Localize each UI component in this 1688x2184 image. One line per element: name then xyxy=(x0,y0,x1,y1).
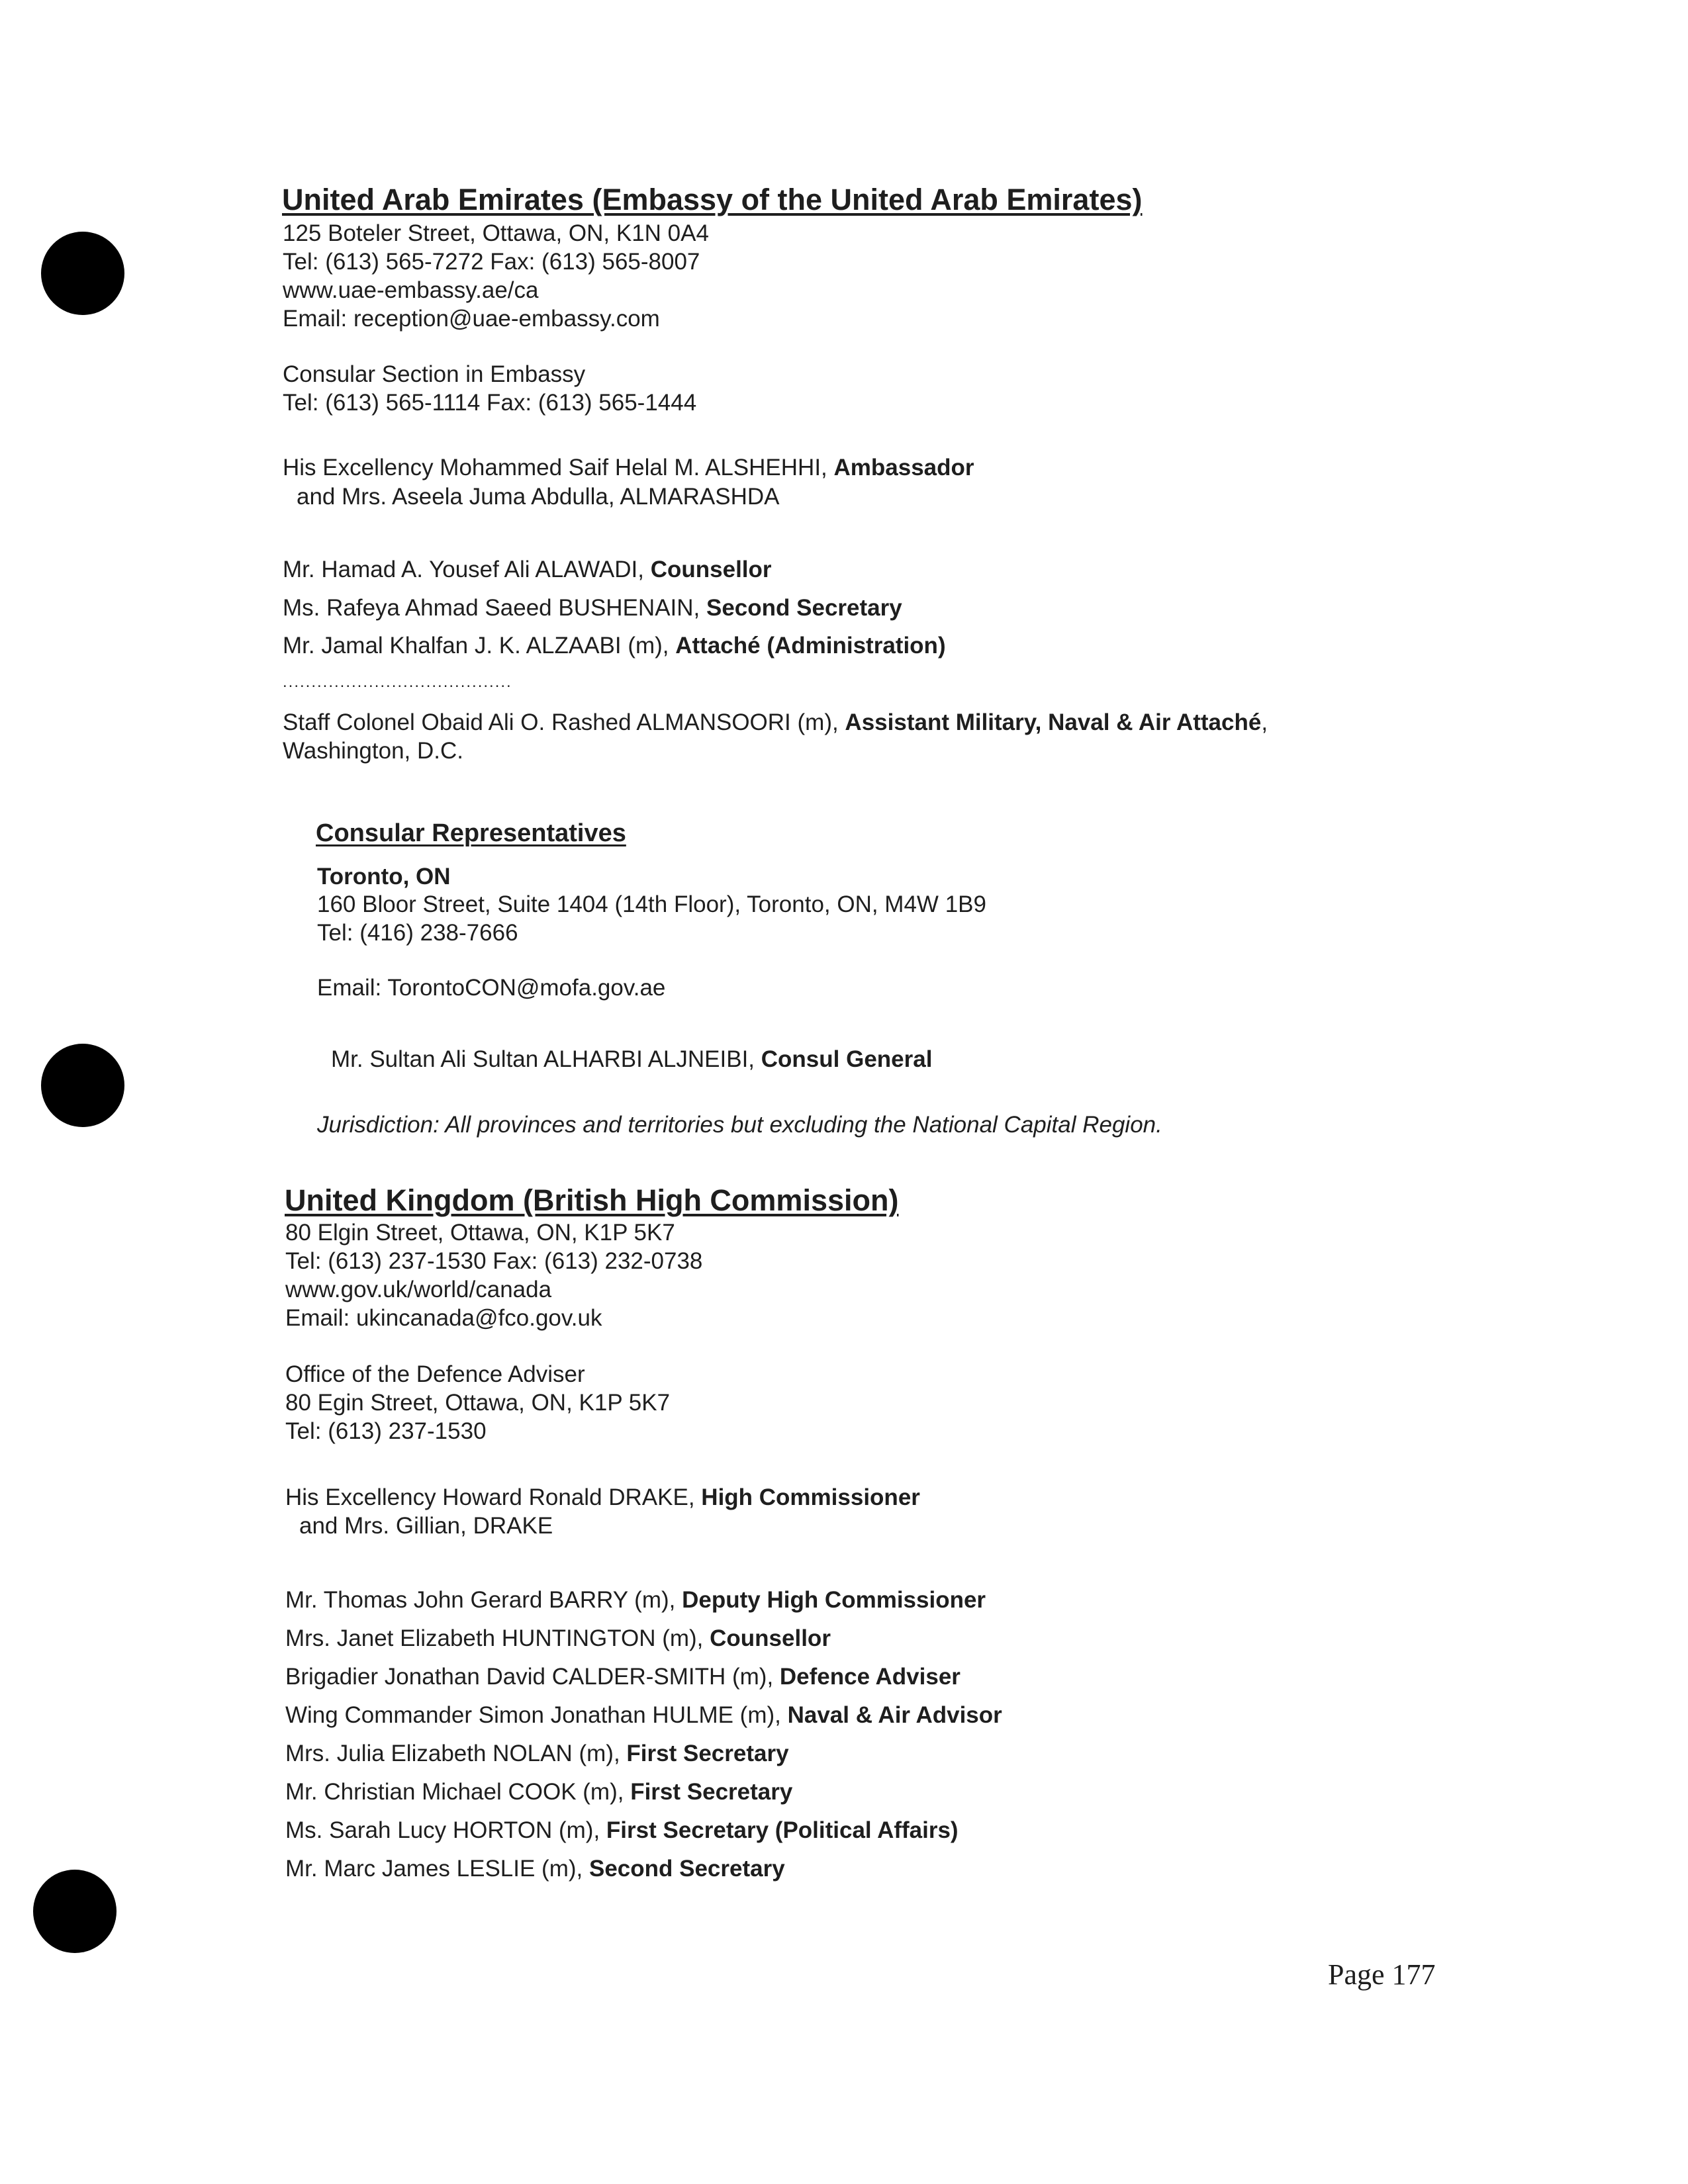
uae-staff-title: Attaché (Administration) xyxy=(675,633,946,659)
uae-heading: United Arab Emirates (Embassy of the United Arab Emirates) xyxy=(282,183,1143,216)
uae-tel: Tel: (613) 565-7272 Fax: (613) 565-8007 xyxy=(283,249,700,275)
consul-title: Consul General xyxy=(761,1046,933,1072)
uae-ambassador xyxy=(283,454,974,482)
uk-defence-address: 80 Egin Street, Ottawa, ON, K1P 5K7 xyxy=(285,1390,671,1416)
uk-staff-title: First Secretary xyxy=(630,1779,793,1805)
uae-staff-row xyxy=(283,632,946,660)
uk-defence-tel: Tel: (613) 237-1530 xyxy=(285,1418,487,1444)
uae-website: www.uae-embassy.ae/ca xyxy=(283,277,539,303)
uk-staff-name: Ms. Sarah Lucy HORTON (m), xyxy=(285,1817,606,1843)
punch-hole-bottom xyxy=(33,1870,117,1953)
uk-staff-row xyxy=(285,1702,1002,1729)
uk-staff-title: Defence Adviser xyxy=(779,1664,961,1690)
consular-email: Email: TorontoCON@mofa.gov.ae xyxy=(317,975,666,1001)
uae-military-title: Assistant Military, Naval & Air Attaché xyxy=(845,709,1262,735)
jurisdiction-note: Jurisdiction: All provinces and territories but excluding the National Capital Region. xyxy=(317,1112,1162,1138)
uk-staff-title: Second Secretary xyxy=(588,1856,785,1882)
uk-high-commissioner xyxy=(285,1484,920,1512)
uk-staff-row xyxy=(285,1778,792,1806)
uk-staff-name: Brigadier Jonathan David CALDER-SMITH (m), xyxy=(285,1664,780,1690)
uk-staff-title: Counsellor xyxy=(710,1625,831,1651)
uae-staff-name: Ms. Rafeya Ahmad Saeed BUSHENAIN, xyxy=(283,595,706,621)
uk-staff-name: Wing Commander Simon Jonathan HULME (m), xyxy=(285,1702,788,1728)
uk-spouse: and Mrs. Gillian, DRAKE xyxy=(299,1513,553,1539)
uk-website: www.gov.uk/world/canada xyxy=(285,1277,552,1302)
uk-hc-name: His Excellency Howard Ronald DRAKE, xyxy=(285,1484,702,1510)
uk-staff-name: Mr. Marc James LESLIE (m), xyxy=(285,1856,589,1882)
uae-staff-title: Second Secretary xyxy=(706,595,902,621)
uk-staff-row xyxy=(285,1740,789,1768)
uae-spouse: and Mrs. Aseela Juma Abdulla, ALMARASHDA xyxy=(297,484,780,510)
uk-staff-row xyxy=(285,1817,959,1844)
uae-military-suffix: , xyxy=(1261,709,1268,735)
uae-military-attache xyxy=(283,709,1268,737)
uae-military-name: Staff Colonel Obaid Ali O. Rashed ALMANSOORI (m), xyxy=(283,709,845,735)
uk-staff-row xyxy=(285,1586,986,1614)
consular-address: 160 Bloor Street, Suite 1404 (14th Floor), Toronto, ON, M4W 1B9 xyxy=(317,891,986,917)
uk-staff-title: First Secretary xyxy=(626,1741,789,1766)
consul-general xyxy=(331,1046,932,1073)
uae-ambassador-title: Ambassador xyxy=(833,455,974,480)
uae-staff-name: Mr. Jamal Khalfan J. K. ALZAABI (m), xyxy=(283,633,676,659)
uk-address: 80 Elgin Street, Ottawa, ON, K1P 5K7 xyxy=(285,1220,675,1246)
uk-email: Email: ukincanada@fco.gov.uk xyxy=(285,1305,602,1331)
uk-heading: United Kingdom (British High Commission) xyxy=(285,1183,899,1217)
uae-address: 125 Boteler Street, Ottawa, ON, K1N 0A4 xyxy=(283,220,709,246)
uae-consular-tel: Tel: (613) 565-1114 Fax: (613) 565-1444 xyxy=(283,390,697,416)
consular-reps-heading: Consular Representatives xyxy=(316,819,626,847)
uae-military-city: Washington, D.C. xyxy=(283,738,463,764)
consular-tel: Tel: (416) 238-7666 xyxy=(317,920,518,946)
punch-hole-top xyxy=(41,232,124,315)
uae-staff-title: Counsellor xyxy=(650,557,772,582)
consul-name: Mr. Sultan Ali Sultan ALHARBI ALJNEIBI, xyxy=(331,1046,761,1072)
consular-city: Toronto, ON xyxy=(317,864,451,889)
uk-staff-name: Mrs. Julia Elizabeth NOLAN (m), xyxy=(285,1741,627,1766)
uk-staff-row xyxy=(285,1663,961,1691)
page-number: Page 177 xyxy=(1328,1958,1436,1991)
uk-staff-name: Mr. Thomas John Gerard BARRY (m), xyxy=(285,1587,682,1613)
uk-staff-title: Deputy High Commissioner xyxy=(682,1587,986,1613)
uk-hc-title: High Commissioner xyxy=(701,1484,920,1510)
dotted-separator: ........................................ xyxy=(283,673,512,691)
uae-ambassador-name: His Excellency Mohammed Saif Helal M. ALSHEHHI, xyxy=(283,455,834,480)
uk-staff-row xyxy=(285,1855,785,1883)
uk-staff-name: Mr. Christian Michael COOK (m), xyxy=(285,1779,631,1805)
uae-staff-row xyxy=(283,594,902,622)
uae-staff-name: Mr. Hamad A. Yousef Ali ALAWADI, xyxy=(283,557,651,582)
uae-consular-label: Consular Section in Embassy xyxy=(283,361,586,387)
uk-staff-row xyxy=(285,1625,831,1653)
uk-defence-label: Office of the Defence Adviser xyxy=(285,1361,585,1387)
uae-email: Email: reception@uae-embassy.com xyxy=(283,306,660,332)
uk-staff-name: Mrs. Janet Elizabeth HUNTINGTON (m), xyxy=(285,1625,710,1651)
uk-staff-title: First Secretary (Political Affairs) xyxy=(606,1817,959,1843)
uae-staff-row xyxy=(283,556,772,584)
uk-tel: Tel: (613) 237-1530 Fax: (613) 232-0738 xyxy=(285,1248,703,1274)
uk-staff-title: Naval & Air Advisor xyxy=(787,1702,1002,1728)
punch-hole-middle xyxy=(41,1044,124,1127)
